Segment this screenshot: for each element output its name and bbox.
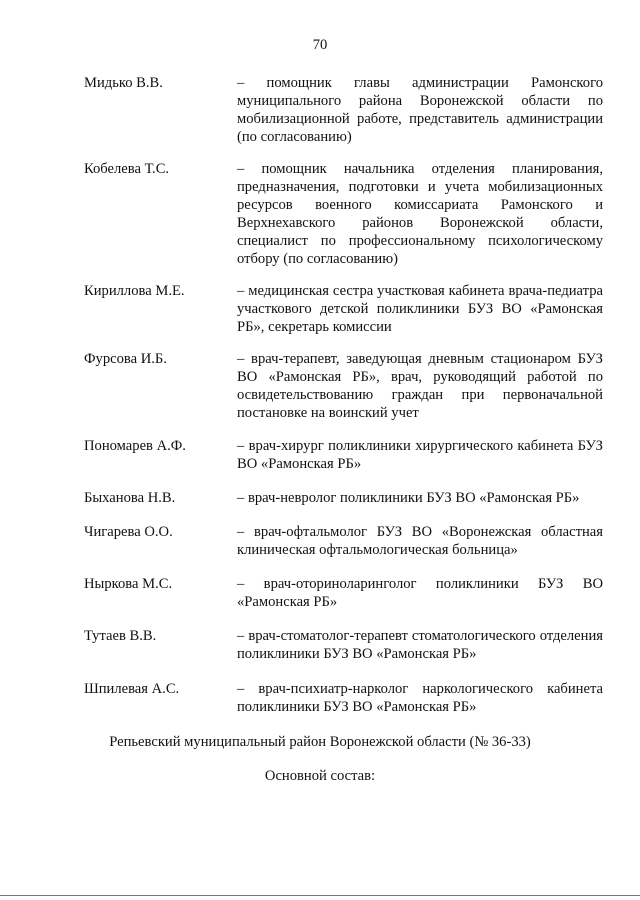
member-role: – врач-оториноларинголог поликлиники БУЗ ВО «Рамонская РБ» [237,576,603,610]
member-role: – врач-невролог поликлиники БУЗ ВО «Рамонская РБ» [237,490,580,506]
member-role: – врач-офтальмолог БУЗ ВО «Воронежская областная клиническая офтальмологическая больница» [237,524,603,558]
member-name: Шпилевая А.С. [84,681,180,697]
member-role: – врач-психиатр-нарколог наркологического кабинета поликлиники БУЗ ВО «Рамонская РБ» [237,681,603,715]
member-name: Пономарев А.Ф. [84,438,186,454]
member-name: Быханова Н.В. [84,490,176,506]
district-heading: Репьевский муниципальный район Воронежской области (№ 36-33) [109,734,531,750]
member-name: Фурсова И.Б. [84,351,167,367]
member-name: Кобелева Т.С. [84,161,170,177]
member-role: – помощник главы администрации Рамонского муниципального района Воронежской области по мобилизационной работе, представитель администрации (по согласованию) [237,75,603,145]
member-role: – врач-хирург поликлиники хирургического кабинета БУЗ ВО «Рамонская РБ» [237,438,603,472]
member-name: Ныркова М.С. [84,576,173,592]
composition-heading: Основной состав: [264,768,376,784]
member-name: Тутаев В.В. [84,628,157,644]
member-role: – врач-стоматолог-терапевт стоматологического отделения поликлиники БУЗ ВО «Рамонская РБ» [237,628,603,662]
member-role: – медицинская сестра участковая кабинета врача-педиатра участкового детской поликлиники БУЗ ВО «Рамонская РБ», секретарь комиссии [237,283,603,335]
page-number: 70 [312,37,328,53]
member-name: Мидько В.В. [84,75,163,91]
member-name: Кириллова М.Е. [84,283,185,299]
page-bottom-rule [0,895,640,896]
member-role: – помощник начальника отделения планирования, предназначения, подготовки и учета мобилизационных ресурсов военного комиссариата Рамонского и Верхнехавского районов Воронежской области, специалист по профессиональному психологическому отбору (по согласованию) [237,161,603,267]
member-name: Чигарева О.О. [84,524,173,540]
member-role: – врач-терапевт, заведующая дневным стационаром БУЗ ВО «Рамонская РБ», врач, руководящий работой по освидетельствованию граждан при первоначальной постановке на воинский учет [237,351,603,421]
